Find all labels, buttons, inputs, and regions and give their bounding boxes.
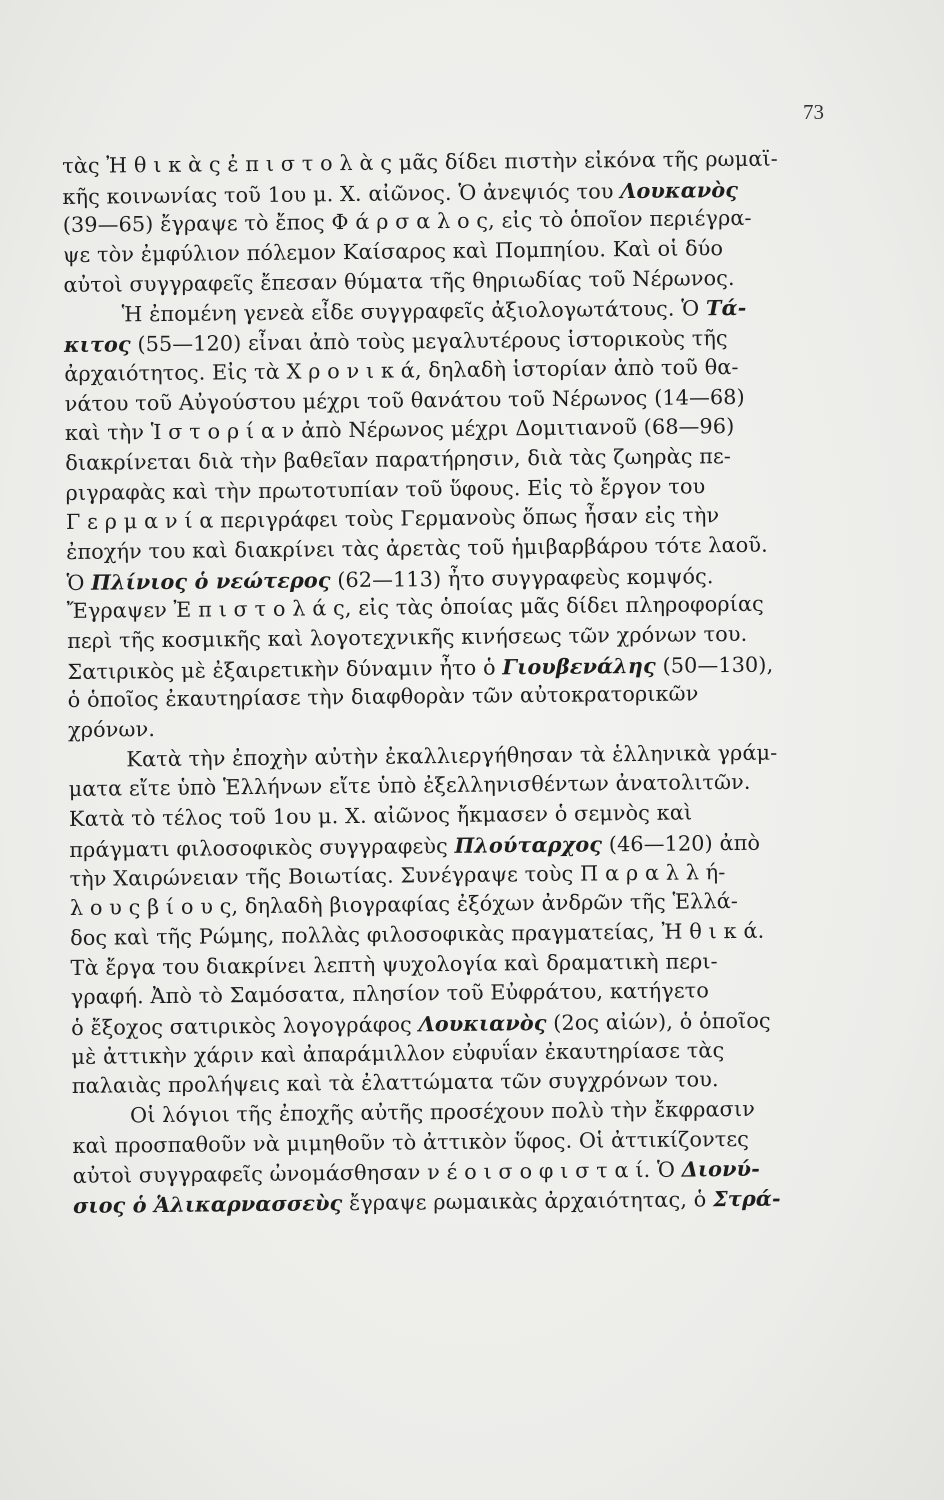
text-span: Ὁ <box>66 570 92 595</box>
text-span: ψε τὸν ἐμφύλιον πόλεμον Καίσαρος καὶ Πομπηίου. Καὶ οἱ δύο <box>62 236 724 268</box>
bold-name: Πλούταρχος <box>454 831 603 858</box>
spaced-title: Ἠ θ ι κ ά <box>661 918 758 944</box>
spaced-title: Φ ά ρ σ α λ ο ς <box>331 208 489 235</box>
text-span: διακρίνεται διὰ τὴν βαθεῖαν παρατήρησιν, διὰ τὰς ζωηρὰς πε- <box>65 443 732 475</box>
text-span: δος καὶ τῆς Ρώμης, πολλὰς φιλοσοφικὰς πραγματείας, <box>70 919 662 950</box>
text-span: Ἡ ἐπομένη γενεὰ εἶδε συγγραφεῖς ἀξιολογωτάτους. Ὁ <box>121 296 707 327</box>
spaced-title: Ἐ π ι σ τ ο λ ά ς <box>173 596 345 623</box>
spaced-title: Χ ρ ο ν ι κ ά <box>286 358 416 384</box>
text-span: Τὰ ἔργα του διακρίνει λεπτὴ ψυχολογία καὶ δραματικὴ περι- <box>70 948 718 980</box>
text-span: , δηλαδὴ ἱστορίαν ἀπὸ τοῦ θα- <box>414 354 739 383</box>
bold-name: Τά- <box>705 295 747 321</box>
spaced-title: Ἱ σ τ ο ρ ί α ν <box>150 418 295 445</box>
text-span: αὐτοὶ συγγραφεῖς ἔπεσαν θύματα τῆς θηριωδίας τοῦ Νέρωνος. <box>63 265 735 297</box>
page-number: 73 <box>803 100 824 124</box>
text-span: (55—120) εἶναι ἀπὸ τοὺς μεγαλυτέρους ἱστορικοὺς τῆς <box>130 326 728 357</box>
bold-name: Διονύ- <box>681 1156 761 1182</box>
text-span: , εἰς τὸ ὁποῖον περιέγρα- <box>487 206 752 233</box>
text-span: καὶ τὴν <box>64 420 151 446</box>
text-span: (62—113) ἦτο συγγραφεὺς κομψός. <box>330 563 714 592</box>
text-span: Κατὰ τὴν ἐποχὴν αὐτὴν ἐκαλλιεργήθησαν τὰ ἑλληνικὰ γράμ- <box>126 740 778 772</box>
bold-name: Στρά- <box>712 1185 781 1212</box>
bold-name: Πλίνιος ὁ νεώτερος <box>91 566 331 595</box>
text-span: αὐτοὶ συγγραφεῖς ὠνομάσθησαν <box>72 1160 428 1189</box>
text-span: ἀπὸ Νέρωνος μέχρι Δομιτιανοῦ (68—96) <box>294 414 735 443</box>
text-span: , δηλαδὴ βιογραφίας ἐξόχων ἀνδρῶν τῆς Ἑλλά- <box>231 889 739 919</box>
text-span: (2ος αἰών), ὁ ὁποῖος <box>546 1008 771 1035</box>
text-span: περιγράφει τοὺς Γερμανοὺς ὅπως ἦσαν εἰς τὴν <box>213 503 720 533</box>
bold-name: κιτος <box>63 331 131 358</box>
bold-name: Γιουβενάλης <box>502 652 656 680</box>
text-span: ἀρχαιότητος. Εἰς τὰ <box>64 359 287 386</box>
spaced-title: λ ο υ ς β ί ο υ ς <box>69 894 232 921</box>
spaced-title: Γ ε ρ μ α ν ί α <box>65 508 214 535</box>
text-span: γραφή. Ἀπὸ τὸ Σαμόσατα, πλησίον τοῦ Εὐφράτου, κατήγετο <box>70 978 710 1010</box>
text-span: (39—65) ἔγραψε τὸ ἔπος <box>62 210 332 238</box>
text-span: ἐποχήν του καὶ διακρίνει τὰς ἀρετὰς τοῦ ἡμιβαρβάρου τότε λαοῦ. <box>66 532 768 564</box>
text-span: Ἔγραψεν <box>66 598 174 624</box>
spaced-title: ν έ ο ι σ ο φ ι σ τ α ί <box>427 1158 644 1185</box>
text-span: κῆς κοινωνίας τοῦ 1ου μ. Χ. αἰῶνος. Ὁ ἀνεψιός του <box>62 178 621 209</box>
text-span: ματα εἴτε ὑπὸ Ἑλλήνων εἴτε ὑπὸ ἐξελληνισθέντων ἀνατολιτῶν. <box>68 770 751 802</box>
text-span: (50—130), <box>655 652 774 678</box>
text-span: τὴν Χαιρώνειαν τῆς Βοιωτίας. Συνέγραψε τοὺς <box>69 861 581 891</box>
text-span: χρόνων. <box>67 717 156 743</box>
spaced-title: Π α ρ α λ λ ή- <box>579 859 726 886</box>
text-span: . <box>757 918 765 943</box>
bold-name: Λουκιανὸς <box>418 1009 547 1037</box>
body-text <box>62 144 853 1221</box>
text-span: καὶ προσπαθοῦν νὰ μιμηθοῦν τὸ ἀττικὸν ὕφος. Οἱ ἀττικίζοντες <box>72 1126 750 1158</box>
text-span: ριγραφὰς καὶ τὴν πρωτοτυπίαν τοῦ ὕφους. Εἰς τὸ ἔργον του <box>65 473 706 505</box>
text-span: . Ὁ <box>643 1157 682 1183</box>
text-span: περὶ τῆς κοσμικῆς καὶ λογοτεχνικῆς κινήσεως τῶν χρόνων του. <box>66 621 748 653</box>
bold-name: σιος ὁ Ἁλικαρνασσεὺς <box>72 1190 343 1219</box>
text-span: ἔγραψε ρωμαικὰς ἀρχαιότητας, ὁ <box>342 1187 714 1216</box>
text-span: , εἰς τὰς ὁποίας μᾶς δίδει πληροφορίας <box>344 591 764 621</box>
bold-name: Λουκανὸς <box>620 176 739 203</box>
text-span: Σατιρικὸς μὲ ἐξαιρετικὴν δύναμιν ἦτο ὁ <box>67 655 503 684</box>
text-span: μᾶς δίδει πιστὴν εἰκόνα τῆς ρωμαϊ- <box>391 146 778 175</box>
text-span: Κατὰ τὸ τέλος τοῦ 1ου μ. Χ. αἰῶνος ἤκμασεν ὁ σεμνὸς καὶ <box>68 800 693 832</box>
text-span: ὁ ὁποῖος ἐκαυτηρίασε τὴν διαφθορὰν τῶν αὐτοκρατορικῶν <box>67 681 699 713</box>
text-span: ὁ ἔξοχος σατιρικὸς λογογράφος <box>71 1012 419 1040</box>
text-span: πράγματι φιλοσοφικὸς συγγραφεὺς <box>69 833 455 862</box>
text-span: μὲ ἀττικὴν χάριν καὶ ἀπαράμιλλον εὐφυΐαν ἐκαυτηρίασε τὰς <box>71 1037 725 1069</box>
text-span: νάτου τοῦ Αὐγούστου μέχρι τοῦ θανάτου τοῦ Νέρωνος (14—68) <box>64 384 745 416</box>
spaced-title: Ἠ θ ι κ ὰ ς ἐ π ι σ τ ο λ ὰ ς <box>106 150 393 178</box>
text-span: (46—120) ἀπὸ <box>601 830 761 857</box>
text-span: τὰς <box>62 153 107 178</box>
text-span: παλαιὰς προλήψεις καὶ τὰ ἐλαττώματα τῶν συγχρόνων του. <box>71 1067 719 1099</box>
text-span: Οἱ λόγιοι τῆς ἐποχῆς αὐτῆς προσέχουν πολὺ τὴν ἔκφρασιν <box>129 1096 756 1128</box>
